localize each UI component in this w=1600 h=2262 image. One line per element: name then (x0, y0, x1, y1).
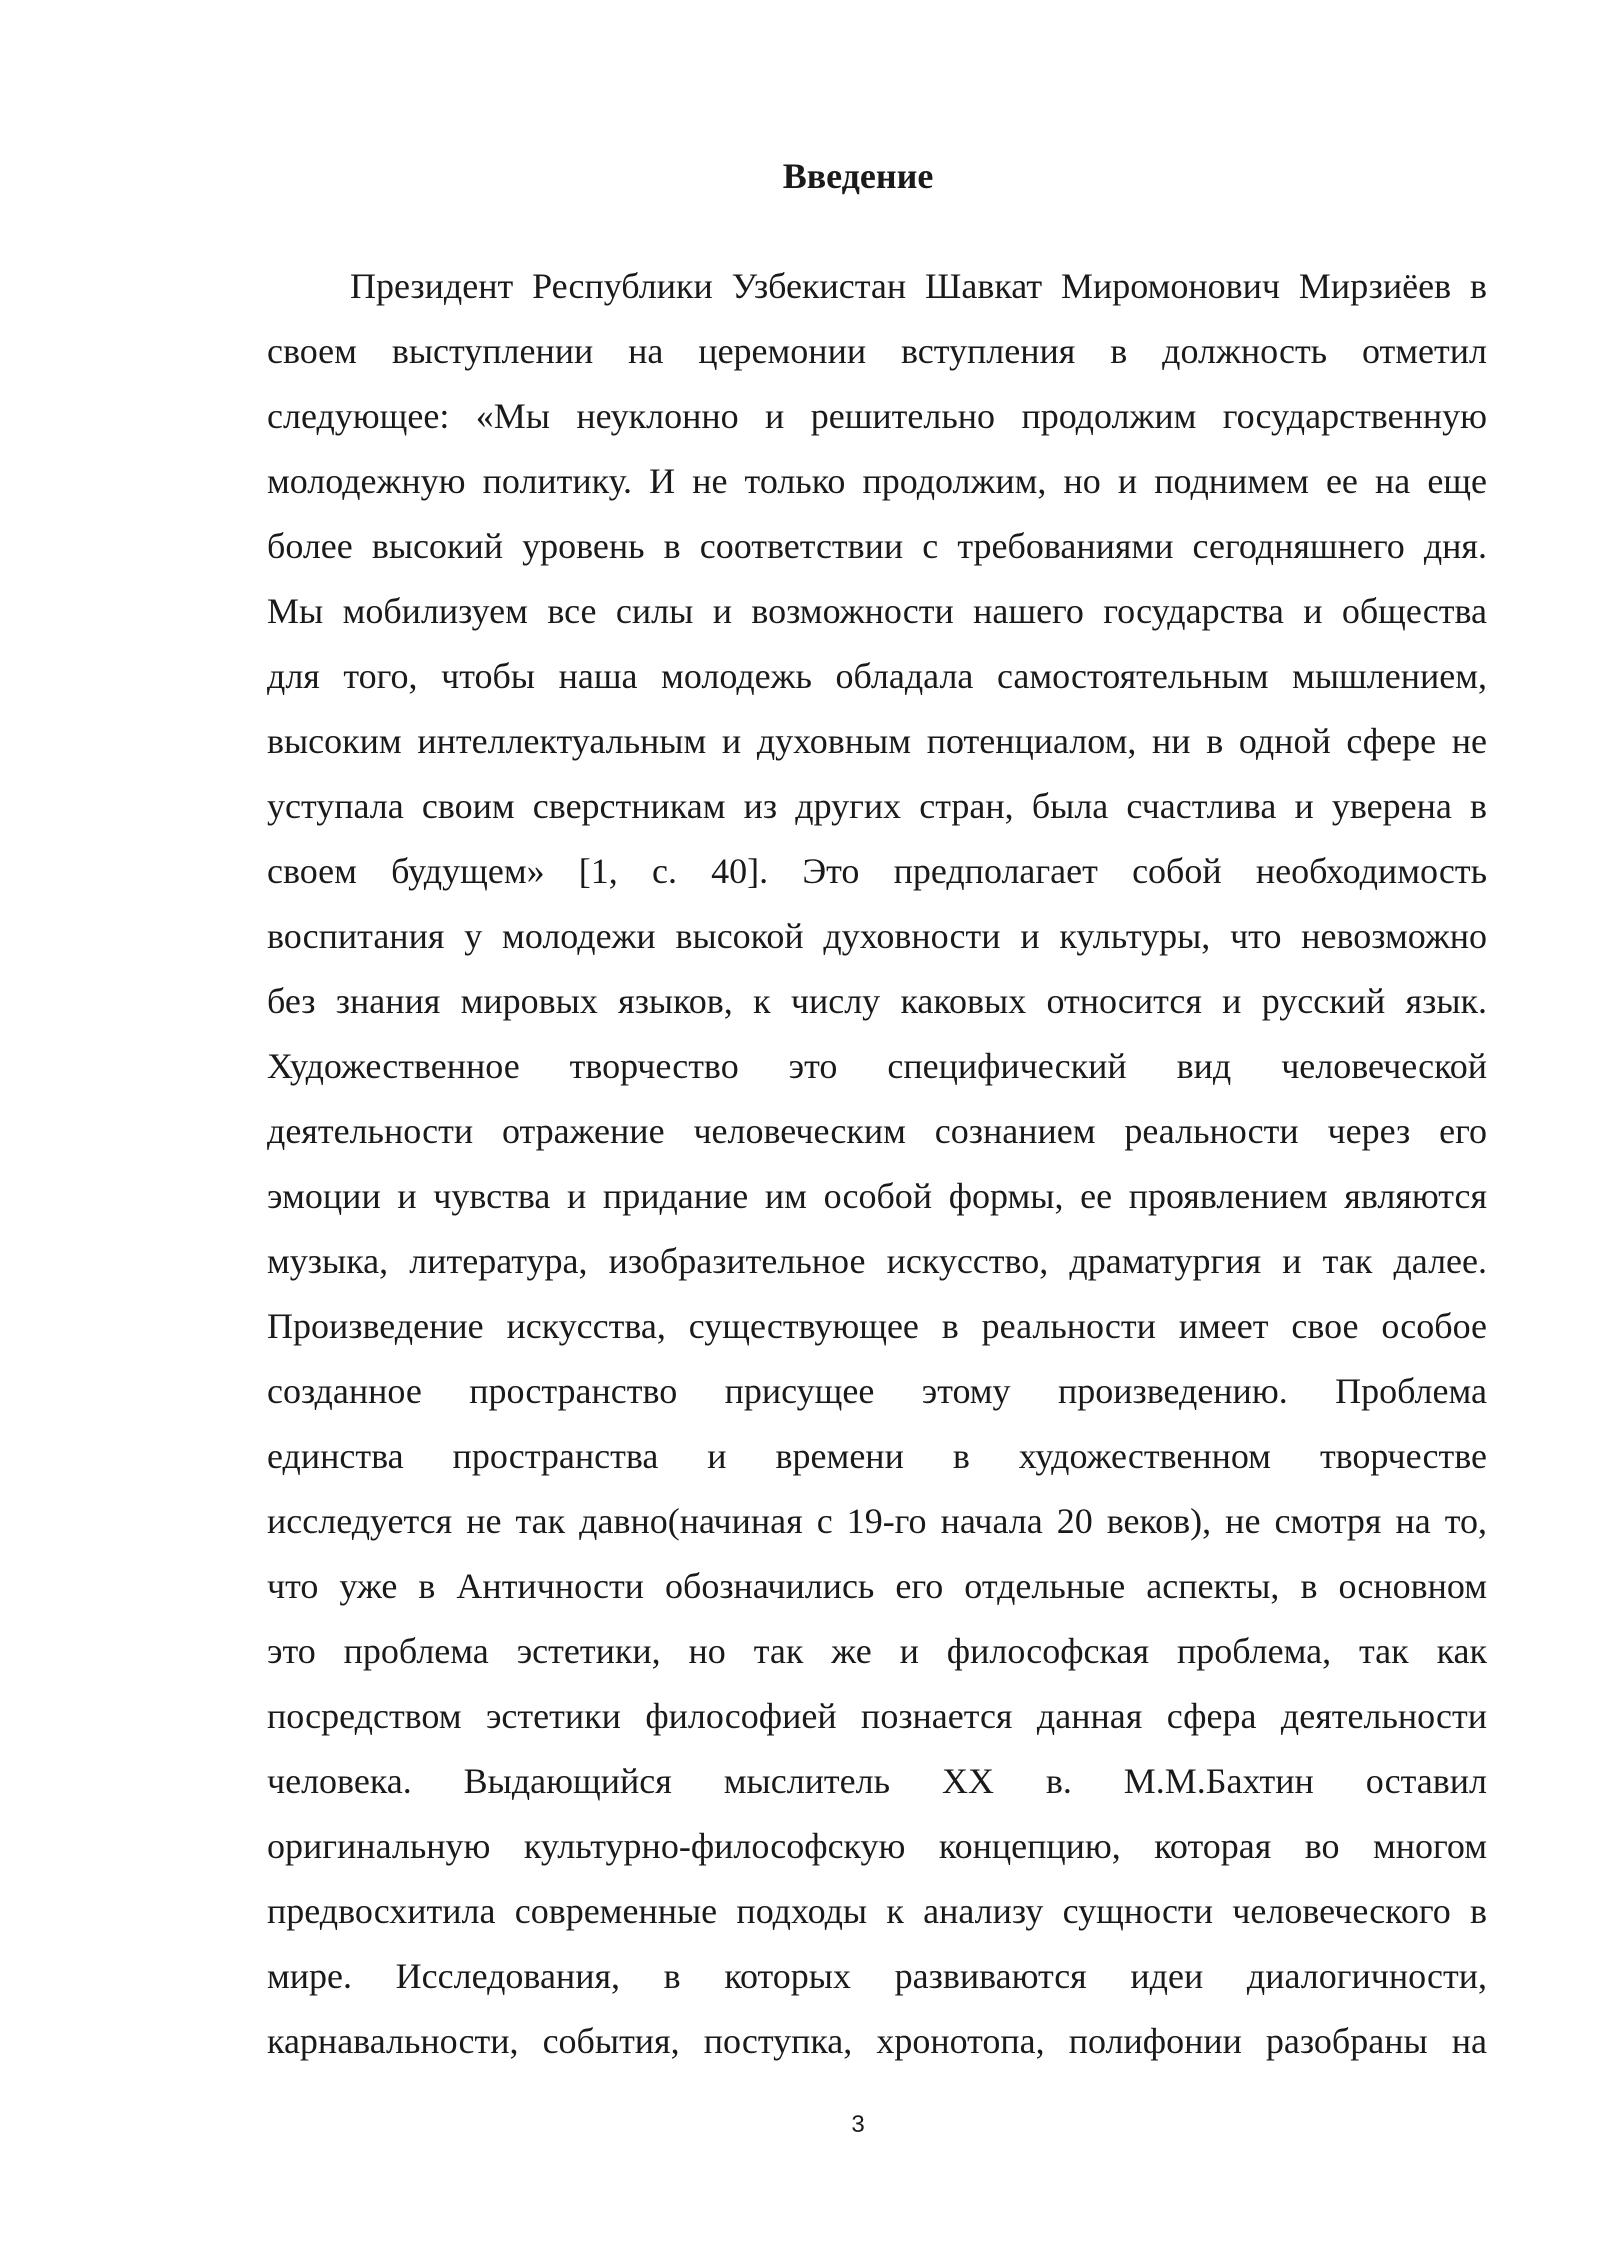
page-number: 3 (851, 2111, 865, 2138)
paragraph-line: молодежную политику. И не только продолжим, но и поднимем ее на еще (267, 461, 1487, 501)
paragraph-line: созданное пространство присущее этому произведению. Проблема (267, 1371, 1487, 1411)
paragraph-line: уступала своим сверстникам из других стран, была счастлива и уверена в (267, 786, 1487, 826)
paragraph-line: Мы мобилизуем все силы и возможности нашего государства и общества (267, 591, 1487, 631)
paragraph-line: посредством эстетики философией познается данная сфера деятельности (267, 1696, 1487, 1736)
paragraph-line: исследуется не так давно(начиная с 19-го начала 20 веков), не смотря на то, (267, 1501, 1487, 1541)
paragraph-line: воспитания у молодежи высокой духовности и культуры, что невозможно (267, 916, 1487, 956)
paragraph-line: без знания мировых языков, к числу каковых относится и русский язык. (267, 981, 1487, 1021)
paragraph-line: эмоции и чувства и придание им особой формы, ее проявлением являются (267, 1176, 1487, 1216)
paragraph-line: карнавальности, события, поступка, хронотопа, полифонии разобраны на (267, 2021, 1487, 2061)
paragraph-line: своем выступлении на церемонии вступления в должность отметил (267, 331, 1487, 371)
section-heading: Введение (782, 156, 934, 196)
paragraph-line: предвосхитила современные подходы к анализу сущности человеческого в (267, 1891, 1487, 1931)
paragraph-line: для того, чтобы наша молодежь обладала самостоятельным мышлением, (267, 656, 1487, 696)
paragraph-line: человека. Выдающийся мыслитель XX в. М.М.Бахтин оставил (267, 1761, 1487, 1801)
paragraph-line: Президент Республики Узбекистан Шавкат Миромонович Мирзиёев в (350, 266, 1487, 306)
paragraph-line: следующее: «Мы неуклонно и решительно продолжим государственную (267, 396, 1487, 436)
paragraph-line: музыка, литература, изобразительное искусство, драматургия и так далее. (267, 1241, 1487, 1281)
paragraph-line: деятельности отражение человеческим сознанием реальности через его (267, 1111, 1487, 1151)
body-paragraph (267, 254, 1487, 2074)
paragraph-line: что уже в Античности обозначились его отдельные аспекты, в основном (267, 1566, 1487, 1606)
paragraph-line: своем будущем» [1, с. 40]. Это предполагает собой необходимость (267, 851, 1487, 891)
paragraph-line: более высокий уровень в соответствии с требованиями сегодняшнего дня. (267, 526, 1487, 566)
paragraph-line: мире. Исследования, в которых развиваются идеи диалогичности, (267, 1956, 1487, 1996)
paragraph-line: Произведение искусства, существующее в реальности имеет свое особое (267, 1306, 1487, 1346)
paragraph-line: Художественное творчество это специфический вид человеческой (267, 1046, 1487, 1086)
paragraph-line: единства пространства и времени в художественном творчестве (267, 1436, 1487, 1476)
paragraph-line: это проблема эстетики, но так же и философская проблема, так как (267, 1631, 1487, 1671)
paragraph-line: высоким интеллектуальным и духовным потенциалом, ни в одной сфере не (267, 721, 1487, 761)
paragraph-line: оригинальную культурно-философскую концепцию, которая во многом (267, 1826, 1487, 1866)
